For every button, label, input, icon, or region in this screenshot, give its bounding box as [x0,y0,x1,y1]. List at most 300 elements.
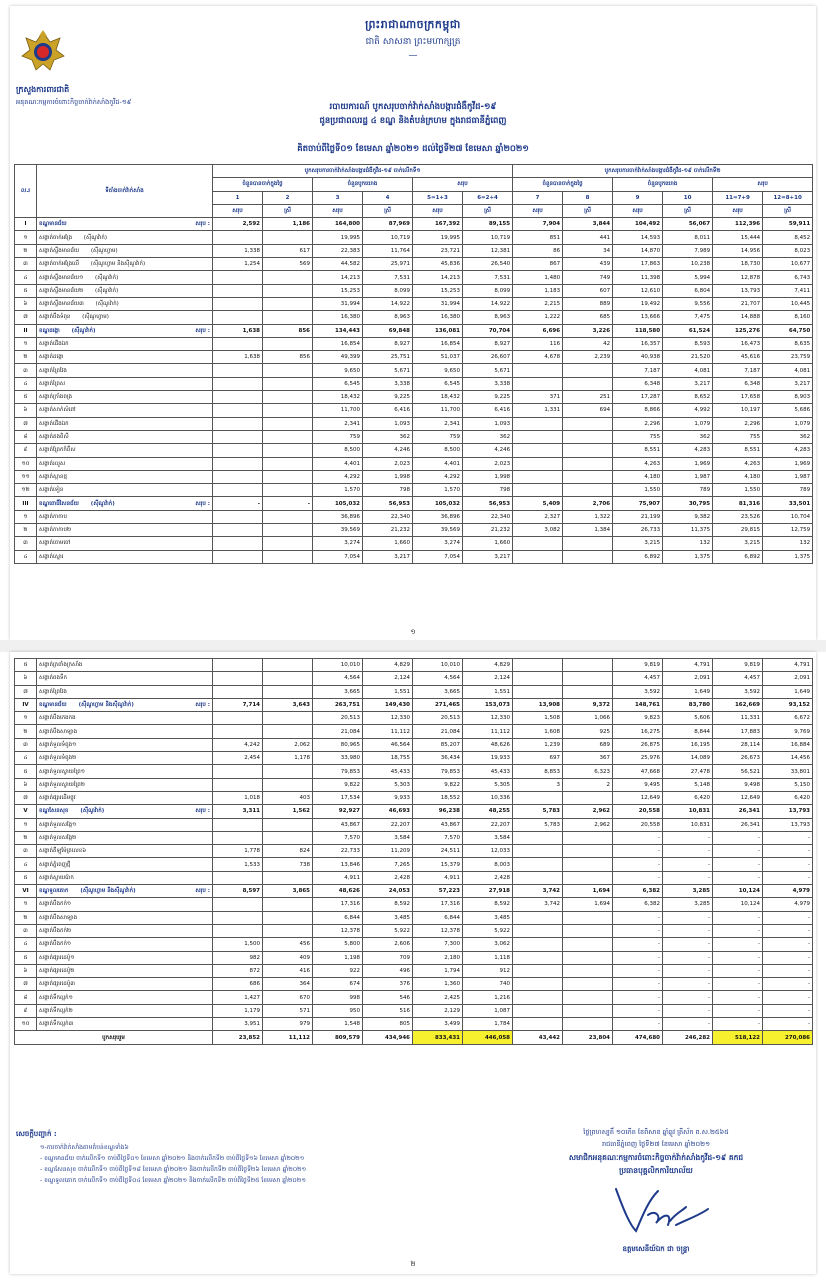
row-number: ៦ [15,404,37,417]
table-row [15,430,813,443]
value-cell: 2,592 [213,218,263,231]
value-cell: 2,962 [563,805,613,818]
value-cell [263,311,313,324]
vaccine-tag: (ស៊ីណូហ្វាម និងស៊ីណូវ៉ាក់) [89,261,146,268]
site-name: សង្កាត់ទួលទំពូង១ [39,741,77,748]
value-cell: - [763,938,813,951]
value-cell: 4,246 [463,444,513,457]
value-cell: 116 [513,337,563,350]
value-cell: 9,933 [363,791,413,804]
signer-role: សមាជិកអនុគណៈកម្មការចំពោះកិច្ចចាក់វ៉ាក់សាំងកូវីដ-១៩ គកជ [568,1153,744,1162]
site-name-cell [37,311,213,324]
site-name: សង្កាត់បឹងកក់២ [39,928,72,935]
column-total-label: សរុប [213,204,263,217]
value-cell: 1,500 [213,938,263,951]
site-name-cell [37,218,213,231]
value-cell: 26,540 [463,258,513,271]
site-name: សង្កាត់បឹងសាឡាង [39,728,78,735]
site-name: សង្កាត់ទួលទំពូង២ [39,755,77,762]
value-cell: 13,793 [713,284,763,297]
value-cell: 3,665 [413,685,463,698]
value-cell: 789 [763,484,813,497]
grand-total-value: 246,282 [663,1031,713,1045]
table-row [15,297,813,310]
value-cell: 11,700 [313,404,363,417]
column-number: 12=8+10 [763,191,813,204]
value-cell: 13,793 [763,805,813,818]
value-cell: - [663,831,713,844]
value-cell: 28,114 [713,738,763,751]
value-cell: 4,292 [413,470,463,483]
value-cell: 12,033 [463,845,513,858]
value-cell: 7,411 [763,284,813,297]
value-cell: 42 [563,337,613,350]
value-cell: 17,287 [613,391,663,404]
col-header-no: ល.រ [15,165,37,218]
signer-office: ប្រធានបុគ្គលិកការិយាល័យ [619,1166,693,1175]
value-cell: 132 [663,537,713,550]
row-number: ១ [15,337,37,350]
value-cell: 10,238 [663,258,713,271]
table-row [15,911,813,924]
value-cell: 912 [463,964,513,977]
value-cell: 6,382 [613,898,663,911]
value-cell: 3,217 [363,550,413,563]
value-cell: 33,501 [763,497,813,510]
value-cell: 1,331 [513,404,563,417]
value-cell: 14,089 [663,752,713,765]
motto-ornament: — [408,51,418,61]
row-number: ៧ [15,791,37,804]
site-name: សង្កាត់ទឹកល្អក់១ [39,994,73,1001]
page-number-2: ២ [410,1260,416,1268]
sum-label: សរុប : [195,702,210,709]
value-cell: 1,694 [563,885,613,898]
value-cell: 670 [263,991,313,1004]
value-cell: 26,341 [713,805,763,818]
value-cell: 1,548 [313,1018,363,1031]
site-name: សង្កាត់ស្ពានថ្ម [39,473,67,480]
row-number: ៥ [15,391,37,404]
site-name-cell [37,765,213,778]
value-cell: 4,081 [663,364,713,377]
value-cell: 49,399 [313,351,363,364]
table-row [15,231,813,244]
value-cell [213,404,263,417]
value-cell [213,284,263,297]
value-cell: 105,032 [413,497,463,510]
site-name: សង្កាត់ស្វាយប៉ាក [39,874,74,881]
value-cell [513,430,563,443]
site-name: សង្កាត់ទឹកល្អក់២ [39,1007,73,1014]
value-cell: 685 [563,311,613,324]
value-cell: 759 [413,430,463,443]
value-cell: 8,597 [213,885,263,898]
signer-name: ឧត្តមសេនីយ៍ឯក ជា ចន្ទ្រា [622,1245,690,1253]
site-name-cell [37,951,213,964]
row-number: ២ [15,524,37,537]
value-cell: 4,242 [213,738,263,751]
value-cell [263,672,313,685]
site-name: សង្កាត់ព្រៃវែង [39,688,67,695]
value-cell: 674 [313,978,363,991]
column-female-label: ស្រី [263,204,313,217]
row-number: ២ [15,725,37,738]
row-number: ៤ [15,377,37,390]
value-cell: 6,348 [713,377,763,390]
value-cell: 8,593 [663,337,713,350]
value-cell: 2,296 [713,417,763,430]
value-cell: 40,938 [613,351,663,364]
value-cell: - [663,845,713,858]
value-cell: 17,658 [713,391,763,404]
value-cell: 43,867 [413,818,463,831]
value-cell: 15,253 [413,284,463,297]
value-cell: 22,733 [313,845,363,858]
value-cell: - [763,845,813,858]
value-cell: 30,795 [663,497,713,510]
value-cell: 697 [513,752,563,765]
value-cell: - [613,1004,663,1017]
value-cell [213,510,263,523]
value-cell: 7,989 [663,244,713,257]
site-name: សង្កាត់គងពិសី [39,434,69,441]
value-cell: 9,225 [363,391,413,404]
value-cell: 18,552 [413,791,463,804]
table-row [15,991,813,1004]
value-cell [513,978,563,991]
value-cell [563,685,613,698]
vaccine-tag: (ស៊ីណូវ៉ាក់) [69,327,96,334]
value-cell: 8,500 [413,444,463,457]
value-cell [263,712,313,725]
site-name: សង្កាត់ភ្នំពេញថ្មី [39,861,71,868]
value-cell: 8,500 [313,444,363,457]
column-number: 5=1+3 [413,191,463,204]
value-cell: 3,215 [713,537,763,550]
value-cell: 8,551 [713,444,763,457]
site-name-cell [37,924,213,937]
value-cell [513,672,563,685]
value-cell: 4,678 [513,351,563,364]
site-name-cell [37,430,213,443]
vaccination-table-page-2 [14,658,813,1045]
site-name-cell [37,364,213,377]
value-cell: 6,844 [313,911,363,924]
table-row [15,417,813,430]
value-cell: 10,831 [663,805,713,818]
value-cell: 4,180 [613,470,663,483]
value-cell: 18,755 [363,752,413,765]
table-row [15,845,813,858]
value-cell: 26,341 [713,818,763,831]
site-name: សង្កាត់ចោមចៅ [39,540,71,547]
site-name-cell [37,244,213,257]
site-name-cell [37,324,213,337]
value-cell [213,924,263,937]
sub-cumulative-1: ចំនួនបូកយោង [313,178,413,191]
value-cell: 6,348 [613,377,663,390]
value-cell: 36,896 [313,510,363,523]
value-cell [213,725,263,738]
value-cell [563,964,613,977]
value-cell: 12,878 [713,271,763,284]
value-cell: 364 [263,978,313,991]
value-cell [263,524,313,537]
value-cell [263,297,313,310]
value-cell: 22,383 [313,244,363,257]
value-cell: 3,338 [463,377,513,390]
value-cell: 20,513 [413,712,463,725]
value-cell [563,377,613,390]
value-cell: 4,283 [663,444,713,457]
row-number: II [15,324,37,337]
value-cell: 1,375 [663,550,713,563]
value-cell: 4,401 [413,457,463,470]
value-cell [563,417,613,430]
column-female-label: ស្រី [363,204,413,217]
value-cell [513,845,563,858]
value-cell: 26,607 [463,351,513,364]
district-summary-row [15,885,813,898]
value-cell: 27,478 [663,765,713,778]
value-cell: 3,665 [313,685,363,698]
site-name: សង្កាត់ស្ទឹងមានជ័យ១ [39,274,84,281]
site-name-cell [37,778,213,791]
value-cell: 104,492 [613,218,663,231]
value-cell: 889 [563,297,613,310]
value-cell: 5,303 [363,778,413,791]
grand-total-value: 434,946 [363,1031,413,1045]
column-number: 8 [563,191,613,204]
value-cell: 5,783 [513,818,563,831]
value-cell: 31,994 [313,297,363,310]
value-cell: - [613,938,663,951]
value-cell: - [613,964,663,977]
value-cell: 2,341 [413,417,463,430]
value-cell: 48,626 [463,738,513,751]
value-cell: 5,305 [463,778,513,791]
value-cell: 689 [563,738,613,751]
site-name: សង្កាត់ដង្កោ [39,354,64,361]
value-cell: 1,360 [413,978,463,991]
value-cell: 70,704 [463,324,513,337]
site-name-cell [37,858,213,871]
value-cell: 2,062 [263,738,313,751]
value-cell: - [763,1018,813,1031]
value-cell: 17,863 [613,258,663,271]
value-cell [513,831,563,844]
value-cell: 10,336 [463,791,513,804]
value-cell: 740 [463,978,513,991]
value-cell [213,898,263,911]
value-cell [513,858,563,871]
row-number: ៦ [15,672,37,685]
report-title: របាយការណ៍ បូកសរុបចាក់វ៉ាក់សាំងបង្ការជំងឺកូវីដ-១៩ [329,102,497,112]
value-cell: 26,673 [713,752,763,765]
value-cell: 10,719 [463,231,513,244]
report-date: រាជធានីភ្នំពេញ ថ្ងៃទី២៧ ខែមេសា ឆ្នាំ២០២១ [601,1140,710,1148]
district-summary-row [15,805,813,818]
value-cell: 789 [663,484,713,497]
site-name-cell [37,978,213,991]
value-cell: 1,998 [363,470,413,483]
ministry-emblem-icon [20,28,66,74]
site-name-cell [37,404,213,417]
site-name: សង្កាត់ព្រៃវែង [39,367,67,374]
value-cell: - [613,991,663,1004]
value-cell: 1,570 [313,484,363,497]
value-cell: 10,831 [663,818,713,831]
value-cell: 4,791 [763,659,813,672]
grand-total-value: 23,852 [213,1031,263,1045]
value-cell: - [613,831,663,844]
value-cell: 1,694 [563,898,613,911]
column-female-label: ស្រី [463,204,513,217]
value-cell: 8,099 [363,284,413,297]
value-cell: 3,217 [663,377,713,390]
value-cell: - [763,858,813,871]
district-summary-row [15,497,813,510]
column-female-label: ស្រី [663,204,713,217]
value-cell: 1,551 [463,685,513,698]
sub-daily-1: ចំនួនបានចាក់ក្នុងថ្ងៃ [213,178,313,191]
value-cell: 8,853 [513,765,563,778]
table-row [15,938,813,951]
site-name: សង្កាត់បឹងសាឡាង [39,914,78,921]
report-period: គិតចាប់ពីថ្ងៃទី០១ ខែមេសា ឆ្នាំ២០២១ ដល់ថ្ងៃទី២៧ ខែមេសា ឆ្នាំ២០២១ [297,144,529,154]
value-cell: 45,433 [363,765,413,778]
value-cell [513,871,563,884]
row-number: ១ [15,898,37,911]
value-cell: 7,531 [463,271,513,284]
value-cell [263,871,313,884]
value-cell: 416 [263,964,313,977]
value-cell: 8,963 [463,311,513,324]
value-cell: 922 [313,964,363,977]
sub-total-2: សរុប [713,178,813,191]
value-cell: 21,232 [363,524,413,537]
value-cell [213,457,263,470]
column-total-label: សរុប [313,204,363,217]
value-cell [263,364,313,377]
value-cell: 1,784 [463,1018,513,1031]
value-cell: 371 [513,391,563,404]
value-cell: 9,822 [313,778,363,791]
table-row [15,391,813,404]
notes-section [16,1130,446,1187]
value-cell: 79,853 [313,765,363,778]
value-cell [513,550,563,563]
value-cell: 9,225 [463,391,513,404]
site-name: ខណ្ឌមានជ័យ [39,702,67,709]
value-cell [263,417,313,430]
value-cell: 8,099 [463,284,513,297]
value-cell [263,765,313,778]
value-cell [513,484,563,497]
value-cell [563,924,613,937]
value-cell [563,672,613,685]
value-cell: 979 [263,1018,313,1031]
value-cell [213,311,263,324]
value-cell: 5,150 [763,778,813,791]
value-cell: 6,382 [613,885,663,898]
value-cell: 7,187 [613,364,663,377]
value-cell: 12,330 [463,712,513,725]
value-cell: 798 [463,484,513,497]
row-number: ៧ [15,685,37,698]
value-cell [563,991,613,1004]
value-cell: 12,610 [613,284,663,297]
sum-label: សរុប : [195,327,210,334]
site-name: សង្កាត់ទៀន [39,487,64,494]
value-cell: 851 [513,231,563,244]
table-row [15,738,813,751]
value-cell: 2 [563,778,613,791]
value-cell: 1,570 [413,484,463,497]
value-cell: 16,473 [713,337,763,350]
value-cell: 33,801 [763,765,813,778]
value-cell: - [613,871,663,884]
value-cell: 21,084 [313,725,363,738]
value-cell: - [763,964,813,977]
site-name: សង្កាត់ចាក់អង្រែលើ [39,261,80,268]
site-name-cell [37,725,213,738]
row-number: V [15,805,37,818]
value-cell [263,778,313,791]
value-cell: 9,823 [613,712,663,725]
table-row [15,685,813,698]
value-cell: 6,416 [363,404,413,417]
value-cell: 3,274 [313,537,363,550]
value-cell: 45,616 [713,351,763,364]
value-cell: 3,215 [613,537,663,550]
value-cell [263,377,313,390]
table-row [15,765,813,778]
note-item: - ខណ្ឌទួលគោក ចាក់លើកទី១ ចាប់ពីថ្ងៃទី០៤ ខែមេសា ឆ្នាំ២០២១ និងចាក់លើកទី២ ចាប់ពីថ្ងៃទី២៥ ខែមេសា ឆ្នាំ២០២១ [40,1177,306,1184]
value-cell: 1,550 [613,484,663,497]
value-cell [213,231,263,244]
value-cell: 125,276 [713,324,763,337]
value-cell: 18,432 [413,391,463,404]
site-name: ខណ្ឌមានជ័យ [39,221,67,228]
value-cell: 2,606 [363,938,413,951]
site-name: សង្កាត់កាកាប២ [39,527,72,534]
value-cell: 2,023 [363,457,413,470]
site-name-cell [37,831,213,844]
value-cell: 1,987 [663,470,713,483]
value-cell: 16,884 [763,738,813,751]
value-cell: 79,853 [413,765,463,778]
value-cell [513,938,563,951]
value-cell: 867 [513,258,563,271]
value-cell [213,417,263,430]
value-cell: - [713,978,763,991]
value-cell: - [713,871,763,884]
value-cell: 856 [263,351,313,364]
value-cell [513,364,563,377]
row-number: ៣ [15,364,37,377]
value-cell: 18,432 [313,391,363,404]
site-name-cell [37,871,213,884]
value-cell: 7,054 [313,550,363,563]
value-cell: 31,994 [413,297,463,310]
value-cell: 3,592 [613,685,663,698]
table-row [15,537,813,550]
value-cell: 11,764 [363,244,413,257]
value-cell: 6,892 [713,550,763,563]
value-cell: - [663,1004,713,1017]
